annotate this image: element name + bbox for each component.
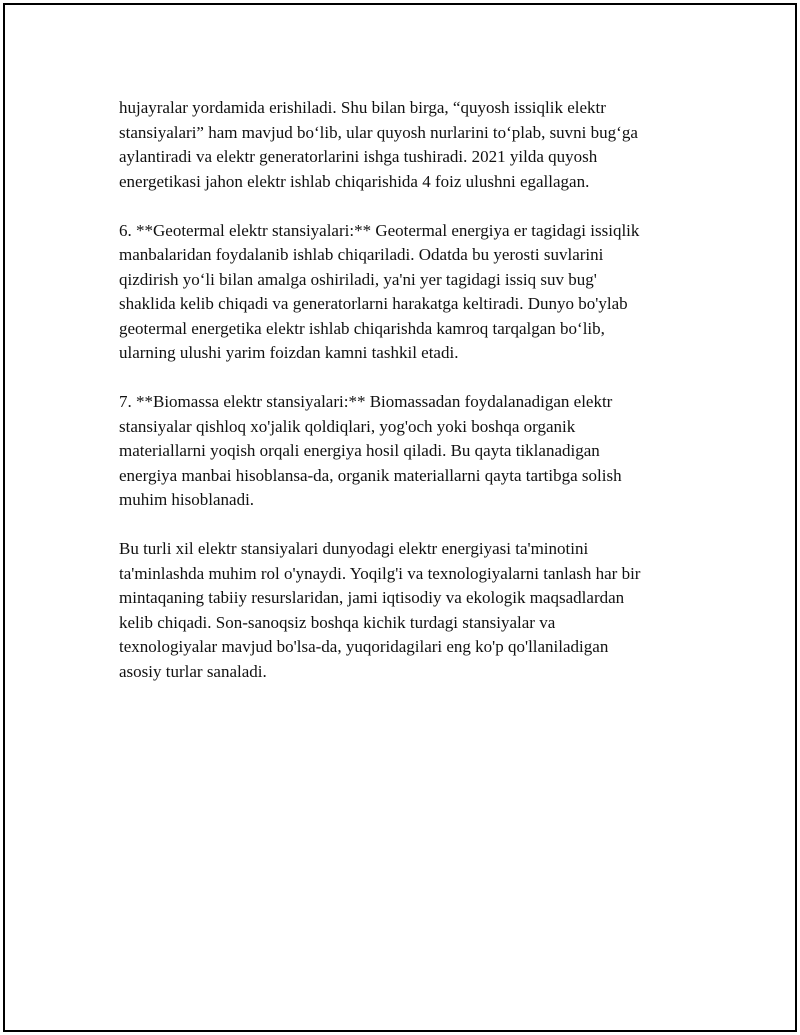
paragraph-biomass: [119, 390, 699, 513]
text-line: texnologiyalar mavjud bo'lsa-da, yuqoridagilari eng ko'p qo'llaniladigan: [119, 637, 609, 656]
document-page: [3, 3, 797, 1032]
text-line: stansiyalari” ham mavjud bo‘lib, ular quyosh nurlarini to‘plab, suvni bug‘ga: [119, 122, 638, 142]
paragraph-geothermal: [119, 219, 699, 366]
text-line: energiya manbai hisoblansa-da, organik materiallarni qayta tartibga solish: [119, 465, 622, 485]
text-line: energetikasi jahon elektr ishlab chiqarishida 4 foiz ulushni egallagan.: [119, 171, 590, 191]
text-line: Bu turli xil elektr stansiyalari dunyodagi elektr energiyasi ta'minotini: [119, 539, 589, 558]
text-line: stansiyalar qishloq xo'jalik qoldiqlari, yog'och yoki boshqa organik: [119, 416, 576, 436]
text-line: 6. **Geotermal elektr stansiyalari:** Geotermal energiya er tagidagi issiqlik: [119, 220, 640, 240]
text-line: muhim hisoblanadi.: [119, 490, 255, 509]
text-line: shaklida kelib chiqadi va generatorlarni harakatga keltiradi. Dunyo bo'ylab: [119, 294, 628, 313]
text-line: ta'minlashda muhim rol o'ynaydi. Yoqilg'i va texnologiyalarni tanlash har bir: [119, 563, 641, 583]
text-line: aylantiradi va elektr generatorlarini ishga tushiradi. 2021 yilda quyosh: [119, 147, 598, 166]
text-line: kelib chiqadi. Son-sanoqsiz boshqa kichik turdagi stansiyalar va: [119, 612, 556, 632]
paragraph-conclusion: [119, 537, 699, 684]
text-line: hujayralar yordamida erishiladi. Shu bilan birga, “quyosh issiqlik elektr: [119, 98, 606, 117]
text-line: 7. **Biomassa elektr stansiyalari:** Biomassadan foydalanadigan elektr: [119, 392, 613, 411]
text-line: asosiy turlar sanaladi.: [119, 661, 267, 681]
text-line: geotermal energetika elektr ishlab chiqarishda kamroq tarqalgan bo‘lib,: [119, 318, 605, 338]
text-line: mintaqaning tabiiy resurslaridan, jami iqtisodiy va ekologik maqsadlardan: [119, 588, 625, 607]
text-line: manbalaridan foydalanib ishlab chiqariladi. Odatda bu yerosti suvlarini: [119, 245, 604, 264]
text-line: ularning ulushi yarim foizdan kamni tashkil etadi.: [119, 343, 459, 362]
document-body: [119, 96, 699, 709]
paragraph-solar-continuation: [119, 96, 699, 194]
text-line: materiallarni yoqish orqali energiya hosil qiladi. Bu qayta tiklanadigan: [119, 441, 600, 460]
text-line: qizdirish yo‘li bilan amalga oshiriladi, ya'ni yer tagidagi issiq suv bug': [119, 269, 597, 289]
